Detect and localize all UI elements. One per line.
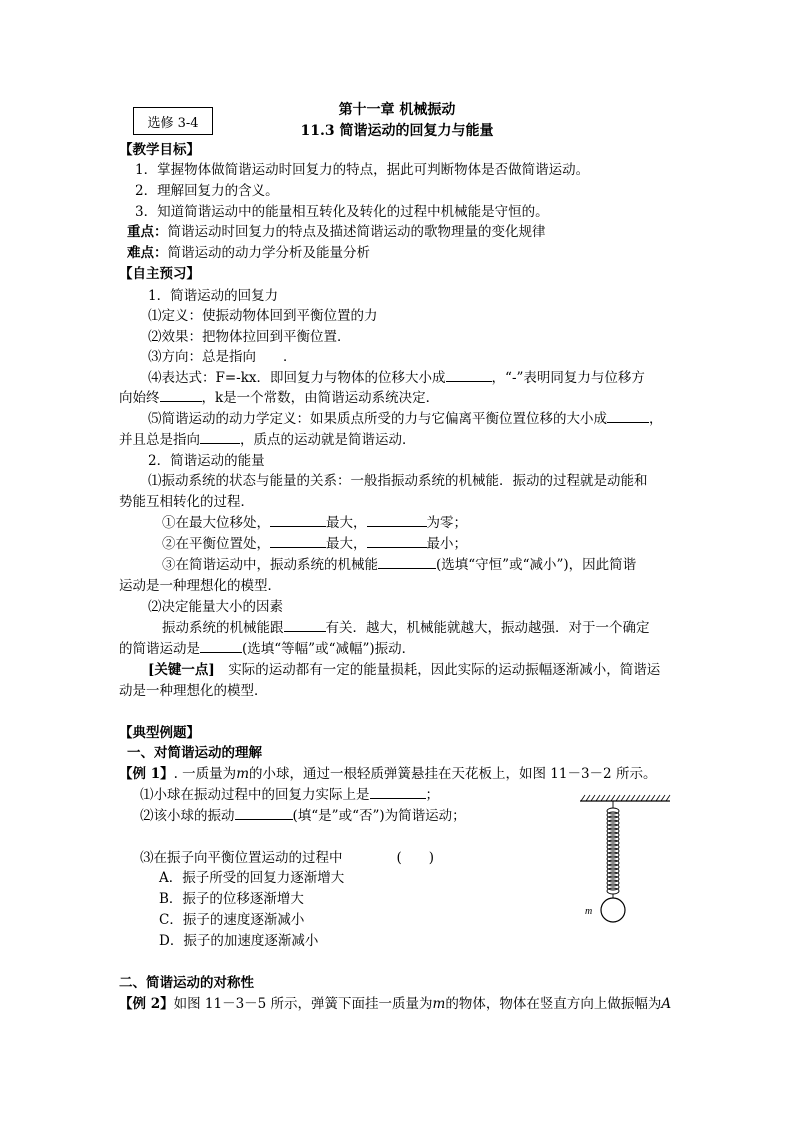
- key-note: [148, 661, 660, 679]
- s2-case-1: [162, 514, 467, 532]
- text: ，“-”表明同复力与位移方: [491, 370, 645, 386]
- s1-direction: ⑶方向：总是指向 ．: [148, 349, 297, 365]
- s1-dynamics-cont: [119, 431, 416, 449]
- mass-label: m: [585, 906, 593, 917]
- text: (选填“等幅”或“减幅”)振动．: [242, 641, 416, 657]
- s1-definition: ⑴定义：使振动物体回到平衡位置的力: [148, 308, 378, 324]
- text: ②在平衡位置处，: [162, 536, 270, 552]
- text: 实际的运动都有一定的能量损耗，因此实际的运动振幅逐渐减小，简谐运: [214, 662, 661, 678]
- question-1: [140, 786, 439, 804]
- fill-blank: [378, 556, 436, 569]
- text: ，: [649, 411, 663, 427]
- variable-m: m: [432, 996, 446, 1012]
- text: 的简谐运动是: [119, 641, 200, 657]
- option-a: A．振子所受的回复力逐渐增大: [159, 870, 345, 886]
- difficult-label: 难点：: [127, 245, 168, 261]
- text: 有关．越大，机械能就越大，振动越强．对于一个确定: [325, 620, 650, 636]
- fill-blank: [270, 535, 326, 548]
- key-note-label: [关键一点]: [148, 662, 215, 678]
- text: 最大，: [326, 515, 367, 531]
- text: 的小球，通过一根轻质弹簧悬挂在天花板上，如图 11－3－2 所示。: [249, 766, 657, 782]
- s2-case-2: [162, 535, 467, 553]
- goal-item: 1．掌握物体做简谐运动时回复力的特点，据此可判断物体是否做简谐运动。: [135, 162, 590, 178]
- text: ，质点的运动就是简谐运动．: [240, 432, 416, 448]
- s2-factors-text: [162, 619, 650, 637]
- goal-item: 2．理解回复力的含义。: [135, 183, 279, 199]
- goals-heading: 【教学目标】: [119, 142, 200, 158]
- example-label: 【例 1】: [119, 766, 174, 782]
- text: 最小；: [426, 536, 467, 552]
- fill-blank: [200, 640, 242, 653]
- text: ；: [425, 787, 439, 803]
- key-point-line: [127, 223, 546, 241]
- text: 最大，: [326, 536, 367, 552]
- s2-paragraph-cont: 势能互相转化的过程．: [119, 494, 254, 510]
- difficult-point-line: [127, 244, 370, 262]
- text: 并且总是指向: [119, 432, 200, 448]
- text: ⑵该小球的振动: [140, 808, 235, 824]
- s2-factors-title: ⑵决定能量大小的因素: [148, 599, 283, 615]
- question-2: [140, 807, 466, 825]
- option-b: B．振子的位移逐渐增大: [159, 891, 304, 907]
- s2-case-3: [162, 556, 636, 574]
- key-label: 重点：: [127, 224, 168, 240]
- fill-blank: [607, 410, 649, 423]
- elective-tag-text: 选修 3-4: [147, 115, 199, 131]
- text: ，k是一个常数，由简谐运动系统决定．: [201, 390, 440, 406]
- preview-heading: 【自主预习】: [119, 266, 200, 282]
- text: ③在简谐运动中，振动系统的机械能: [162, 557, 378, 573]
- text: ①在最大位移处，: [162, 515, 270, 531]
- text: ⑴小球在振动过程中的回复力实际上是: [140, 787, 370, 803]
- example-label: 【例 2】: [119, 996, 174, 1012]
- ceiling-icon: [580, 795, 670, 801]
- key-note-cont: 动是一种理想化的模型．: [119, 683, 268, 699]
- section-title: 11.3 简谐运动的回复力与能量: [300, 123, 494, 139]
- s1-effect: ⑵效果：把物体拉回到平衡位置．: [148, 329, 351, 345]
- text: 向始终: [119, 390, 160, 406]
- text: ⑷表达式：F=-kx．即回复力与物体的位移大小成: [148, 370, 446, 386]
- fill-blank: [370, 786, 426, 799]
- text: 振动系统的机械能跟: [162, 620, 284, 636]
- difficult-text: 简谐运动的动力学分析及能量分析: [167, 245, 370, 261]
- examples-heading: 【典型例题】: [119, 725, 200, 741]
- fill-blank: [235, 807, 293, 820]
- s1-expression: [148, 369, 645, 387]
- spring-icon: [607, 801, 619, 898]
- text: (填“是”或“否”)为简谐运动；: [292, 808, 466, 824]
- s2-case-3-cont: 运动是一种理想化的模型．: [119, 578, 281, 594]
- text: 的物体，物体在竖直方向上做振幅为: [445, 996, 662, 1012]
- s2-paragraph: ⑴振动系统的状态与能量的关系：一般指振动系统的机械能．振动的过程就是动能和: [148, 473, 648, 489]
- fill-blank: [367, 535, 427, 548]
- part2-title: 二、简谐运动的对称性: [119, 975, 254, 991]
- s1-expression-cont: [119, 389, 439, 407]
- option-c: C．振子的速度逐渐减小: [159, 912, 305, 928]
- key-text: 简谐运动时回复力的特点及描述简谐运动的歌物理量的变化规律: [167, 224, 546, 240]
- option-d: D．振子的加速度逐渐减小: [159, 933, 319, 949]
- example-2: [119, 995, 671, 1013]
- example-1: [119, 765, 656, 783]
- text: (选填“守恒”或“减小”)，因此简谐: [436, 557, 637, 573]
- fill-blank: [367, 514, 427, 527]
- text: ⑸简谐运动的动力学定义：如果质点所受的力与它偏离平衡位置位移的大小成: [148, 411, 607, 427]
- text: . 一质量为: [173, 766, 237, 782]
- fill-blank: [160, 389, 202, 402]
- s1-dynamics: [148, 410, 663, 428]
- part1-title: 一、对简谐运动的理解: [127, 745, 262, 761]
- ball-icon: [601, 898, 625, 922]
- variable-a: A: [661, 996, 672, 1012]
- fill-blank: [446, 369, 492, 382]
- spring-figure: [575, 790, 675, 930]
- text: 如图 11－3－5 所示，弹簧下面挂一质量为: [173, 996, 433, 1012]
- goal-item: 3．知道简谐运动中的能量相互转化及转化的过程中机械能是守恒的。: [135, 204, 549, 220]
- fill-blank: [284, 619, 326, 632]
- s2-title: 2．简谐运动的能量: [148, 453, 265, 469]
- variable-m: m: [236, 766, 249, 782]
- fill-blank: [270, 514, 326, 527]
- fill-blank: [200, 431, 240, 444]
- chapter-title: 第十一章 机械振动: [338, 102, 456, 118]
- s1-title: 1．简谐运动的回复力: [148, 288, 279, 304]
- question-3: ⑶在振子向平衡位置运动的过程中 ( ): [140, 850, 435, 866]
- text: 为零；: [426, 515, 467, 531]
- s2-factors-cont: [119, 640, 415, 658]
